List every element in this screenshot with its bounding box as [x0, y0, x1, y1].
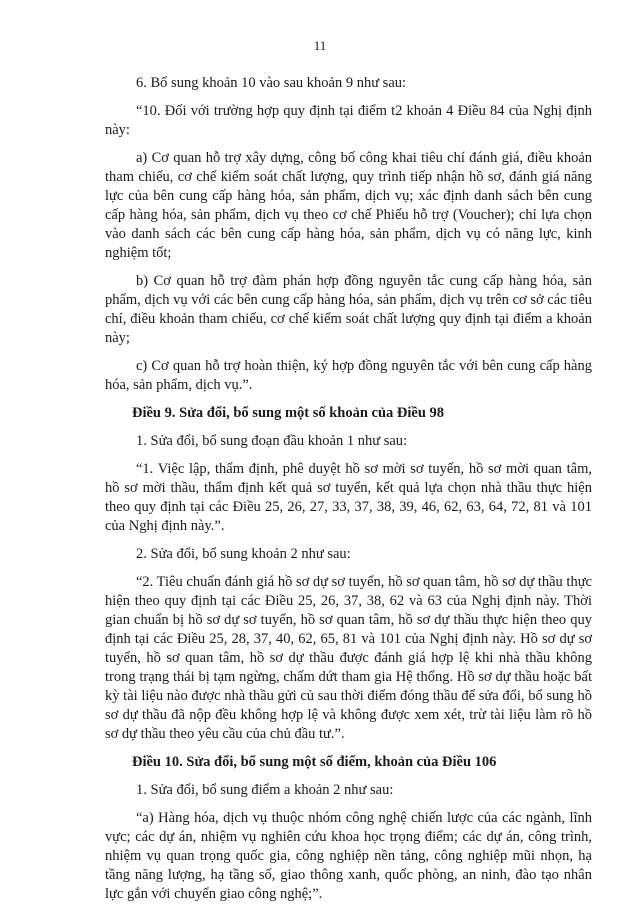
- document-body: [105, 74, 592, 913]
- paragraph: 1. Sửa đổi, bổ sung điểm a khoản 2 như sau:: [136, 782, 394, 798]
- paragraph: “2. Tiêu chuẩn đánh giá hồ sơ dự sơ tuyển, hồ sơ quan tâm, hồ sơ dự thầu thực hiện theo quy định tại các Điều 25, 26, 37, 38, 62 và 63 của Nghị định này. Thời gian chuẩn bị hồ sơ dự sơ tuyển, hồ sơ quan tâm, hồ sơ dự thầu thực hiện theo quy định tại các Điều 25, 28, 37, 40, 62, 65, 81 và 101 của Nghị định này. Hồ sơ dự sơ tuyển, hồ sơ quan tâm, hồ sơ dự thầu được đánh giá hợp lệ khi nhà thầu không trong trạng thái bị tạm ngừng, chấm dứt tham gia Hệ thống. Hồ sơ dự thầu hoặc bất kỳ tài liệu nào được nhà thầu gửi củ sau thời điểm đóng thầu để sửa đổi, bổ sung hồ sơ dự thầu đã nộp đều không hợp lệ và không được xem xét, trừ tài liệu làm rõ hồ sơ dự thầu theo yêu cầu của chủ đầu tư.”.: [105, 574, 592, 742]
- paragraph: 2. Sửa đổi, bổ sung khoản 2 như sau:: [136, 546, 351, 562]
- article-heading: Điều 10. Sửa đổi, bổ sung một số điểm, khoản của Điều 106: [132, 754, 497, 770]
- page-number: 11: [313, 38, 327, 53]
- paragraph: 1. Sửa đổi, bổ sung đoạn đầu khoản 1 như sau:: [136, 433, 408, 449]
- paragraph: 6. Bổ sung khoản 10 vào sau khoản 9 như sau:: [136, 75, 407, 91]
- paragraph: “10. Đối với trường hợp quy định tại điểm t2 khoản 4 Điều 84 của Nghị định này:: [105, 103, 592, 138]
- paragraph: b) Cơ quan hỗ trợ đàm phán hợp đồng nguyên tắc cung cấp hàng hóa, sản phẩm, dịch vụ với các bên cung cấp hàng hóa, sản phẩm, dịch vụ trên cơ sở các tiêu chí, điều khoản tham chiếu, cơ chế kiểm soát chất lượng quy định tại điểm a khoản này;: [105, 273, 592, 346]
- paragraph: a) Cơ quan hỗ trợ xây dựng, công bố công khai tiêu chí đánh giá, điều khoản tham chiếu, cơ chế kiểm soát chất lượng, quy trình tiếp nhận hồ sơ, đánh giá năng lực của bên cung cấp hàng hóa, sản phẩm, dịch vụ; xác định danh sách bên cung cấp hàng hóa, sản phẩm, dịch vụ theo cơ chế Phiếu hỗ trợ (Voucher); chỉ lựa chọn vào danh sách các bên cung cấp hàng hóa, sản phẩm, dịch vụ có năng lực, kinh nghiệm tốt;: [105, 150, 592, 261]
- paragraph: “1. Việc lập, thẩm định, phê duyệt hồ sơ mời sơ tuyển, hồ sơ mời quan tâm, hồ sơ mời thầu, thẩm định kết quả sơ tuyển, kết quả lựa chọn nhà thầu thực hiện theo quy định tại các Điều 25, 26, 27, 33, 37, 38, 39, 46, 62, 63, 64, 72, 81 và 101 của Nghị định này.”.: [105, 461, 592, 534]
- article-heading: Điều 9. Sửa đổi, bổ sung một số khoản của Điều 98: [132, 405, 445, 421]
- paragraph: “a) Hàng hóa, dịch vụ thuộc nhóm công nghệ chiến lược của các ngành, lĩnh vực; các dự án, nhiệm vụ nghiên cứu khoa học trọng điểm; các dự án, công trình, nhiệm vụ quan trọng quốc gia, công nghiệp nền tảng, công nghiệp mũi nhọn, hạ tầng năng lượng, hạ tầng số, giao thông xanh, quốc phòng, an ninh, đào tạo nhân lực gắn với chuyển giao công nghệ;”.: [105, 810, 592, 902]
- paragraph: c) Cơ quan hỗ trợ hoàn thiện, ký hợp đồng nguyên tắc với bên cung cấp hàng hóa, sản phẩm, dịch vụ.”.: [105, 358, 592, 393]
